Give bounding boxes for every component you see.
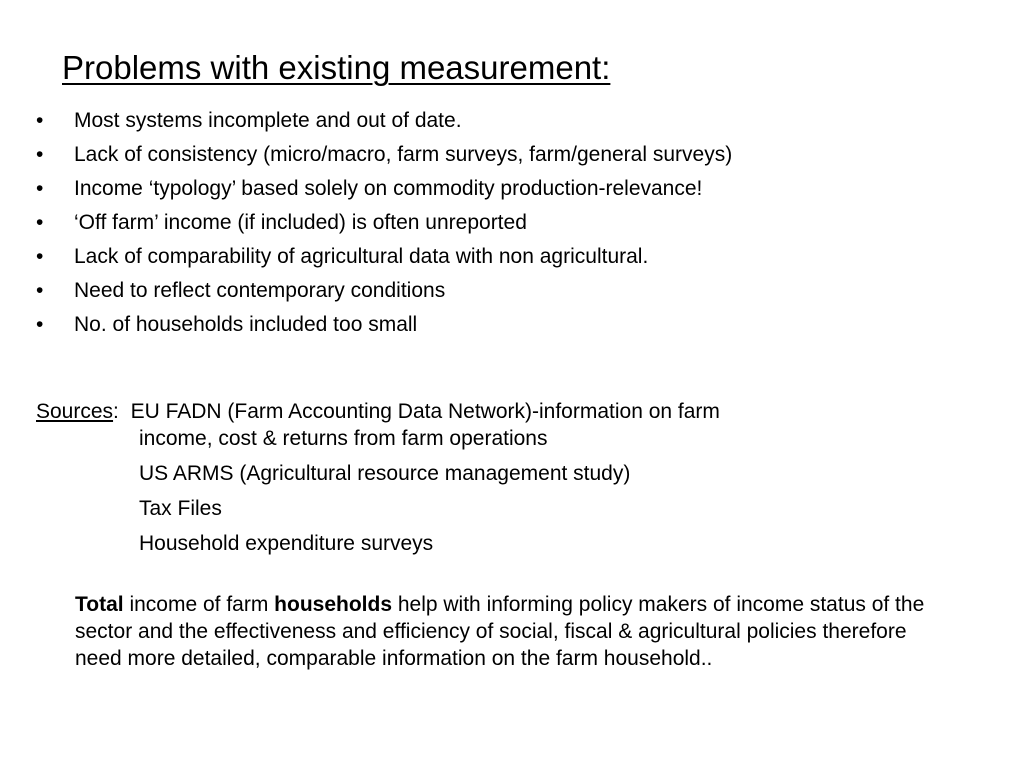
list-item [36,138,996,172]
sources-separator: : [113,400,131,423]
list-item [36,308,996,342]
bullet-icon: • [36,211,44,234]
list-item [36,274,996,308]
source-item-household-expenditure: Household expenditure surveys [139,532,434,555]
bullet-icon: • [36,245,44,268]
list-item-text: Lack of consistency (micro/macro, farm surveys, farm/general surveys) [74,143,733,166]
source-item-fadn: EU FADN (Farm Accounting Data Network)-information on farm [130,400,720,423]
source-item-arms: US ARMS (Agricultural resource management study) [139,462,631,485]
list-item [36,172,996,206]
list-item [36,206,996,240]
list-item-text: Income ‘typology’ based solely on commodity production-relevance! [74,177,703,200]
list-item-text: Need to reflect contemporary conditions [74,279,446,302]
summary-text-2: help with informing policy makers of income status of the sector and the effectiveness and efficiency of social, fiscal & agricultural policies therefore need more detailed, comparable information on the farm household.. [75,593,931,670]
problem-list [36,104,996,342]
slide-title: Problems with existing measurement: [62,49,611,86]
summary-bold-households: households [274,593,393,616]
list-item [36,104,996,138]
sources-first-line [36,398,996,425]
list-item-text: No. of households included too small [74,313,418,336]
bullet-icon: • [36,143,44,166]
summary-text-1: income of farm [123,593,275,616]
list-item-text: Most systems incomplete and out of date. [74,109,462,132]
list-item-text: Lack of comparability of agricultural data with non agricultural. [74,245,649,268]
list-item [36,240,996,274]
source-item-fadn-continued: income, cost & returns from farm operations [139,427,548,450]
bullet-icon: • [36,177,44,200]
bullet-icon: • [36,109,44,132]
list-item-text: ‘Off farm’ income (if included) is often unreported [74,211,527,234]
bullet-icon: • [36,313,44,336]
sources-label: Sources [36,400,114,423]
source-item-tax-files: Tax Files [139,497,222,520]
sources-section [36,398,996,425]
summary-bold-total: Total [75,593,124,616]
summary-paragraph [75,591,955,672]
bullet-icon: • [36,279,44,302]
